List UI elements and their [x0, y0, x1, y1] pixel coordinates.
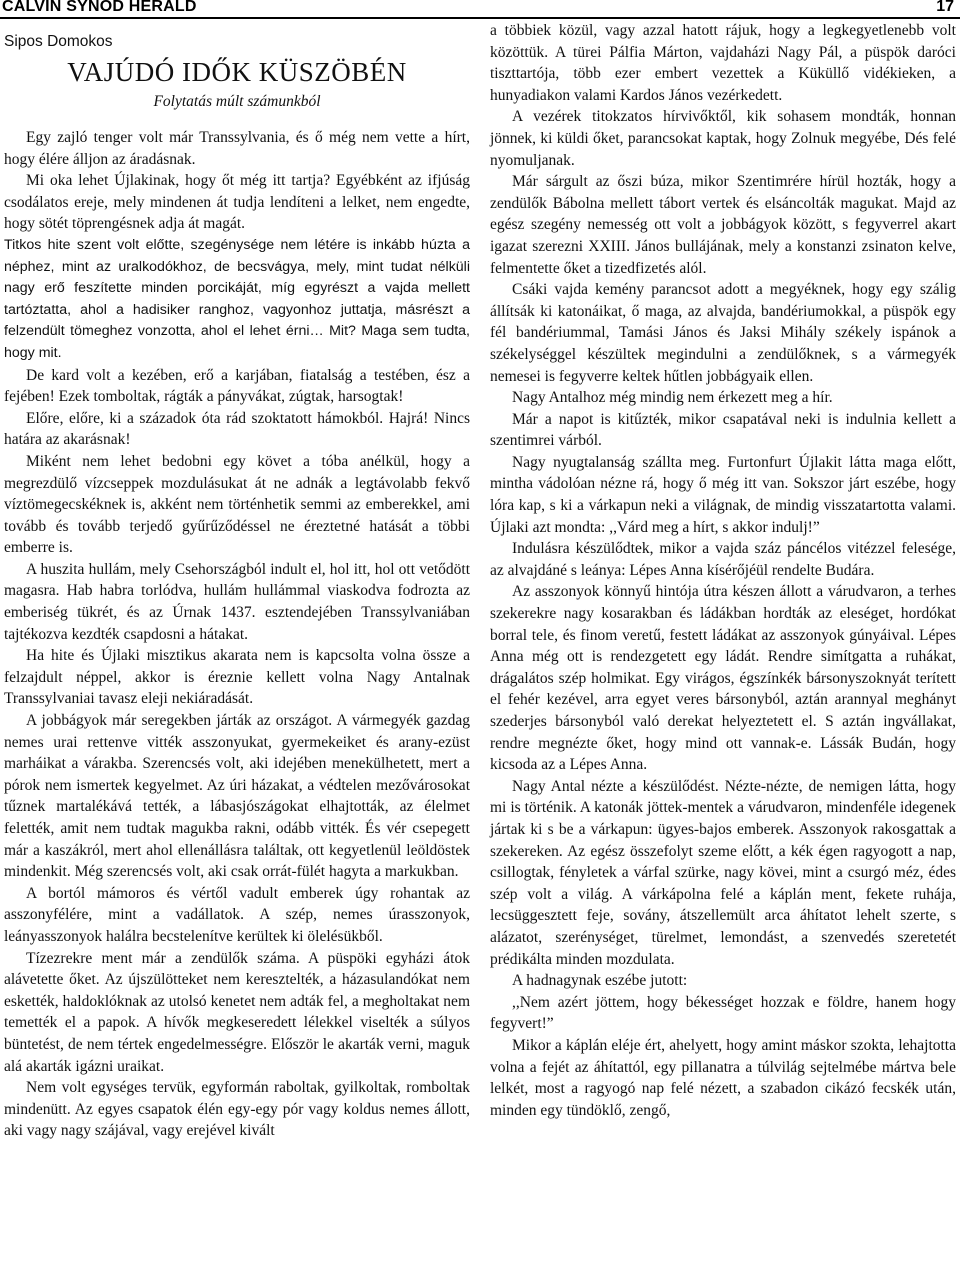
right-column: [490, 20, 956, 1121]
paragraph: Egy zajló tenger volt már Transsylvania, és ő még nem vette a hírt, hogy élére álljon az áradásnak.: [4, 129, 470, 168]
paragraph: Titkos hite szent volt előtte, szegénysége nem létére is inkább húzta a néphez, mint az uralkodókhoz, de becsvágya, mely, mint tudat nélküli nagy erő feszítette minden porcikáját, míg egyrészt a vajda mellett tartóztatta, ahol a hadisiker ranghoz, vagyonhoz juttatja, másrészt a felzendült tömeghez vonzotta, ahol el lehet érni… Mit? Maga sem tudta, hogy mit.: [4, 236, 470, 361]
article-title: VAJÚDÓ IDŐK KÜSZÖBÉN: [67, 57, 407, 87]
paragraph: a többiek közül, vagy azzal hatott rájuk, hogy a legkegyetlenebb volt közöttük. A türei Pálfia Márton, vajdaházi Nagy Pál, a püspök daróci tiszttartója, több ezer embert vezettek a Küküllő vidékieken, a hunyadiakon valami Kardos János vezérkedett.: [490, 22, 956, 104]
paragraph: A jobbágyok már seregekben járták az országot. A vármegyék gazdag nemes urai rettenve vitték asszonyukat, gyermekeiket és arany-ezüst marháikat a várakba. Szerencsés volt, aki idejében menekülhetett, mert a pórok nem ismertek kegyelmet. Az úri házakat, a védtelen mezővárosokat tűznek martalékává tették, a lábasjószágokat elhajtották, az élelmet felették, amit nem tudtak magukba rakni, odább vitték. És vér csepegett már a kaszákról, mert ahol ellenállásra találtak, ott kegyetlenül leöldöstek mindenkit. Még szerencsés volt, aki csak orrát-fülét hagyta a markukban.: [4, 712, 470, 881]
paragraph: Már sárgult az őszi búza, mikor Szentimrére hírül hozták, hogy a zendülők Bábolna mellett tábort vertek és elsáncolták magukat. Majd az egész szegény nemesség ott volt a jobbágyok között, s fegyverrel akart igazat szerezni XXIII. János bullájának, mely a konstanzi zsinaton kelve, felmentette őket a tizedfizetés alól.: [490, 173, 956, 277]
running-header: [0, 0, 960, 19]
paragraph: Már a napot is kitűzték, mikor csapatával neki is indulnia kellett a szentimrei várból.: [490, 410, 956, 450]
paragraph: Csáki vajda kemény parancsot adott a megyéknek, hogy egy szálig állítsák ki katonáikat, ő maga, az alvajda, bandériumokkal, a püspök egy fél bandériummal, Tamási János és Jaksi Mihály székely ispánok a székelységgel készültek megindulni a zendülőknek, s a vármegyék nemesei is fegyverre keltek hűtlen jobbágyaik ellen.: [490, 281, 956, 385]
page-number: 17: [936, 0, 954, 15]
paragraph: Ha hite és Újlaki misztikus akarata nem is kapcsolta volna össze a felzajdult néppel, akkor is éreznie kellett volna Nagy Antalnak Transsylvaniai tavasz eleji nekiáradását.: [4, 647, 470, 708]
article-subtitle: Folytatás múlt számunkból: [153, 93, 321, 110]
paragraph: Nagy nyugtalanság szállta meg. Furtonfurt Újlakit látta maga előtt, mintha vádolóan nézne rá, hogy ő még itt van. Sokszor járt eszébe, hogy lóra kap, s ki a várkapun neki a világnak, de mindig visszatartotta valami. Újlaki azt mondta: ,,Várd meg a hírt, s akkor indulj!”: [490, 453, 956, 536]
paragraph: Előre, előre, ki a századok óta rád szoktatott hámokból. Hajrá! Nincs határa az akarásnak!: [4, 409, 470, 449]
paragraph: Nagy Antal nézte a készülődést. Nézte-nézte, de nemigen látta, hogy mi is történik. A katonák jöttek-mentek a várudvaron, mindenféle idegenek jártak ki s be a várkapun: ügyes-bajos emberek. Asszonyok rakosgattak a szekereken. Az egész összefolyt szeme előtt, a kék égen ragyogott a nap, csillogtak, fényletek a várfal szürke, nagy kövei, mint a csurgó méz, édes szép volt a világ. A várkápolna felé a káplán ment, fekete ruhája, lecsüggesztett feje, sovány, átszellemült arca áhítatot lehelt szerte, s alázatot, szerénységet, türelmet, lemondást, a szenvedés szeretetét prédikálta minden mozdulata.: [490, 777, 956, 968]
paragraph: Mi oka lehet Újlakinak, hogy őt még itt tartja? Egyébként az ifjúság csodálatos ereje, mely mindenen át tudja lendíteni a lelket, nem engedte, hogy sötét töprengésnek adja át magát.: [4, 172, 470, 233]
paragraph: Nagy Antalhoz még mindig nem érkezett meg a hír.: [512, 389, 833, 407]
article-author: Sipos Domokos: [4, 33, 113, 50]
paragraph: A huszita hullám, mely Csehországból indult el, hol itt, hol ott vetődött magasra. Hab habra torlódva, hullám hullámmal viaskodva fodrozta az emberiség tükrét, és az Úrnak 1437. esztendejében Transsylvaniában tajtékozva kezdték csapdosni a hátakat.: [4, 560, 470, 643]
paragraph: Tízezrekre ment már a zendülők száma. A püspöki egyházi átok alávetette őket. Az újszülötteket nem keresztelték, a házasulandókat nem eskették, haldoklóknak az utolsó kenetet nem adták fel, a megholtakat nem temették el a papok. A hívők megkeseredett lélekkel viselték a súlyos büntetést, de nem tértek engedelmességre. Először le akarták verni, maguk alá akarták igázni uraikat.: [4, 949, 470, 1075]
paragraph: De kard volt a kezében, erő a karjában, fiatalság a testében, ész a fejében! Ezek tomboltak, rágták a pányvákat, zúgtak, harsogtak!: [4, 366, 470, 406]
paragraph: A hadnagynak eszébe jutott:: [512, 972, 688, 990]
paragraph: Az asszonyok könnyű hintója útra készen állott a várudvaron, a terhes szekerekre nagy kosarakban és ládákban hordták az eleséget, hordókat borral tele, és finom veretű, festett ládákat az asszonyok gúnyáival. Lépes Anna még ott is rendezgetett egy ládát. Rendre simítgatta a ruhákat, drágalátos szép holmikat. Egy virágos, égszínkék bársonyszoknyát terített el fehér kezével, arra egyet veres bársonyból, aztán arannyal meghányt szederjes bársonyból való derekat helyeztetett el. S aztán ingvállakat, rendre megnézte őket, hogy mind ott vannak-e. Lássák Budán, hogy kicsoda az a Lépes Anna.: [490, 583, 956, 774]
paragraph: A bortól mámoros és vértől vadult emberek úgy rohantak az asszonyfélére, mint a vadállatok. A szép, nemes úrasszonyok, leányasszonyok halálra becstelenítve kerültek ki ölelésükből.: [4, 884, 470, 945]
paragraph: Indulásra készülődtek, mikor a vajda száz páncélos vitézzel felesége, az alvajdáné s leánya: Lépes Anna kísérőjéül rendelte Budára.: [490, 540, 956, 579]
paragraph: Nem volt egységes tervük, egyformán raboltak, gyilkoltak, romboltak mindenütt. Az egyes csapatok élén egy-egy pór vagy koldus nemes állott, aki vagy nagy szájával, vagy erejével kivált: [4, 1079, 470, 1140]
paragraph: A vezérek titokzatos hírvivőktől, kik sohasem mondták, honnan jönnek, ki küldi őket, parancsokat kaptak, hogy Zolnuk megyébe, Dés felé nyomuljanak.: [490, 108, 956, 169]
paragraph: Mikor a káplán eléje ért, ahelyett, hogy amint máskor szokta, lehajtotta volna a fejét az áhítattól, egy pillanatra a túlvilág sejtelmébe mártva bele lelkét, most a ragyogó nap felé nézett, a szabadon cikázó fecskék után, minden egy tündöklő, zengő,: [490, 1036, 956, 1119]
publication-title: CALVIN SYNOD HERALD: [2, 0, 197, 15]
left-column: [4, 22, 470, 1142]
paragraph: ,,Nem azért jöttem, hogy békességet hozzak e földre, hanem hogy fegyvert!”: [490, 993, 956, 1033]
paragraph: Miként nem lehet bedobni egy követ a tóba anélkül, hogy a megrezdülő vízcseppek mozdulásukat át ne adnák a legtávolabb fekvő víztömegecskéknek is, akként nem történhetik semmi az emberekkel, ami tovább és tovább terjedő gyűrűződéssel ne éreztetné hatását a többi emberre is.: [4, 452, 470, 557]
